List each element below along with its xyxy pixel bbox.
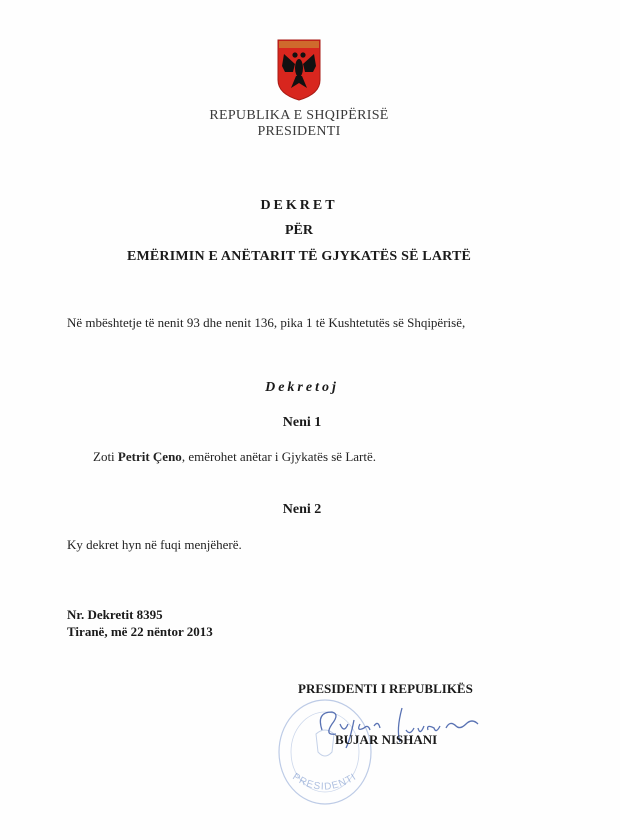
header-president: PRESIDENTI bbox=[257, 124, 341, 139]
header-republic: REPUBLIKA E SHQIPËRISË bbox=[209, 108, 389, 123]
legal-basis: Në mbështetje të nenit 93 dhe nenit 136, pika 1 të Kushtetutës së Shqipërisë, bbox=[67, 315, 466, 330]
decree-subject: EMËRIMIN E ANËTARIT TË GJYKATËS SË LARTË bbox=[126, 249, 472, 264]
article-1-heading: Neni 1 bbox=[282, 415, 322, 430]
handwritten-signature bbox=[310, 690, 490, 760]
albanian-eagle-emblem bbox=[276, 38, 322, 102]
article-1-text bbox=[93, 449, 376, 465]
decree-number: Nr. Dekretit 8395 bbox=[67, 607, 163, 622]
signatory-name: BUJAR NISHANI bbox=[335, 732, 438, 747]
appointee-name: Petrit Çeno bbox=[117, 449, 182, 464]
decree-title-for: PËR bbox=[285, 223, 313, 238]
svg-text:PRESIDENTI bbox=[290, 771, 358, 792]
article-2-text: Ky dekret hyn në fuqi menjëherë. bbox=[67, 537, 242, 552]
decree-word: Dekretoj bbox=[265, 380, 339, 395]
stamp-text: PRESIDENTI bbox=[290, 771, 359, 793]
place-date: Tiranë, më 22 nëntor 2013 bbox=[67, 624, 213, 639]
signatory-title: PRESIDENTI I REPUBLIKËS bbox=[298, 681, 473, 696]
article-2-heading: Neni 2 bbox=[282, 502, 322, 517]
article-1-suffix: , emërohet anëtar i Gjykatës së Lartë. bbox=[181, 449, 376, 464]
article-1-prefix: Zoti bbox=[93, 449, 118, 464]
decree-title: DEKRET bbox=[260, 198, 338, 213]
